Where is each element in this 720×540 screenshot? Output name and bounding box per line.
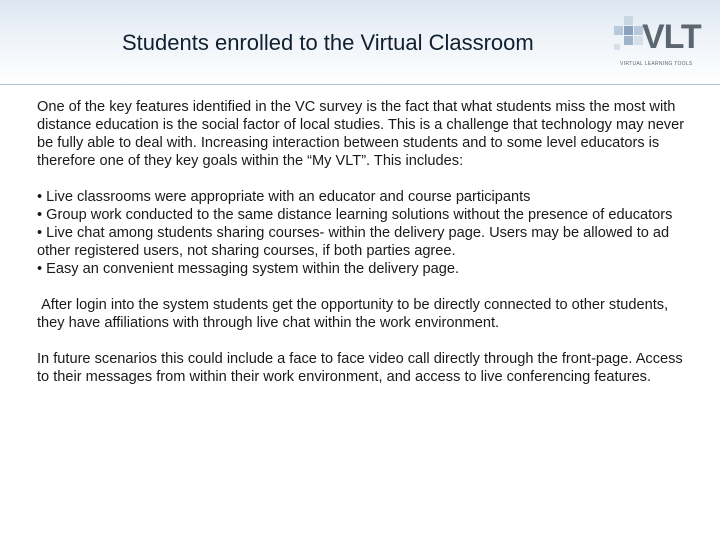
future-paragraph: In future scenarios this could include a face to face video call directly through the front-page. Access to their messages from within their work environment, and access to live conferencing features. [37, 351, 683, 385]
logo-square [614, 44, 620, 50]
login-paragraph: After login into the system students get the opportunity to be directly connected to other students, they have affiliations with through live chat within the work environment. [37, 297, 673, 331]
logo-subtitle: VIRTUAL LEARNING TOOLS [620, 61, 693, 67]
logo-square [614, 26, 623, 35]
logo-square [624, 26, 633, 35]
bullet-item: • Live chat among students sharing courses- within the delivery page. Users may be allowed to ad other registered users, not sharing courses, if both parties agree. [37, 225, 670, 259]
logo-square [624, 16, 633, 25]
logo-square [624, 36, 633, 45]
slide-title: Students enrolled to the Virtual Classroom [122, 30, 534, 55]
slide-body [37, 98, 687, 386]
bullet-item: • Group work conducted to the same distance learning solutions without the presence of educators [37, 207, 673, 223]
bullet-item: • Easy an convenient messaging system within the delivery page. [37, 261, 460, 277]
intro-paragraph: One of the key features identified in the VC survey is the fact that what students miss the most with distance education is the social factor of local studies. This is a challenge that technology may never be fully able to deal with. Increasing interaction between students and to some level educators is therefore one of they key goals within the “My VLT”. This includes: [37, 99, 685, 169]
logo-wordmark: VLT [642, 18, 701, 56]
bullet-item: • Live classrooms were appropriate with an educator and course participants [37, 189, 531, 205]
